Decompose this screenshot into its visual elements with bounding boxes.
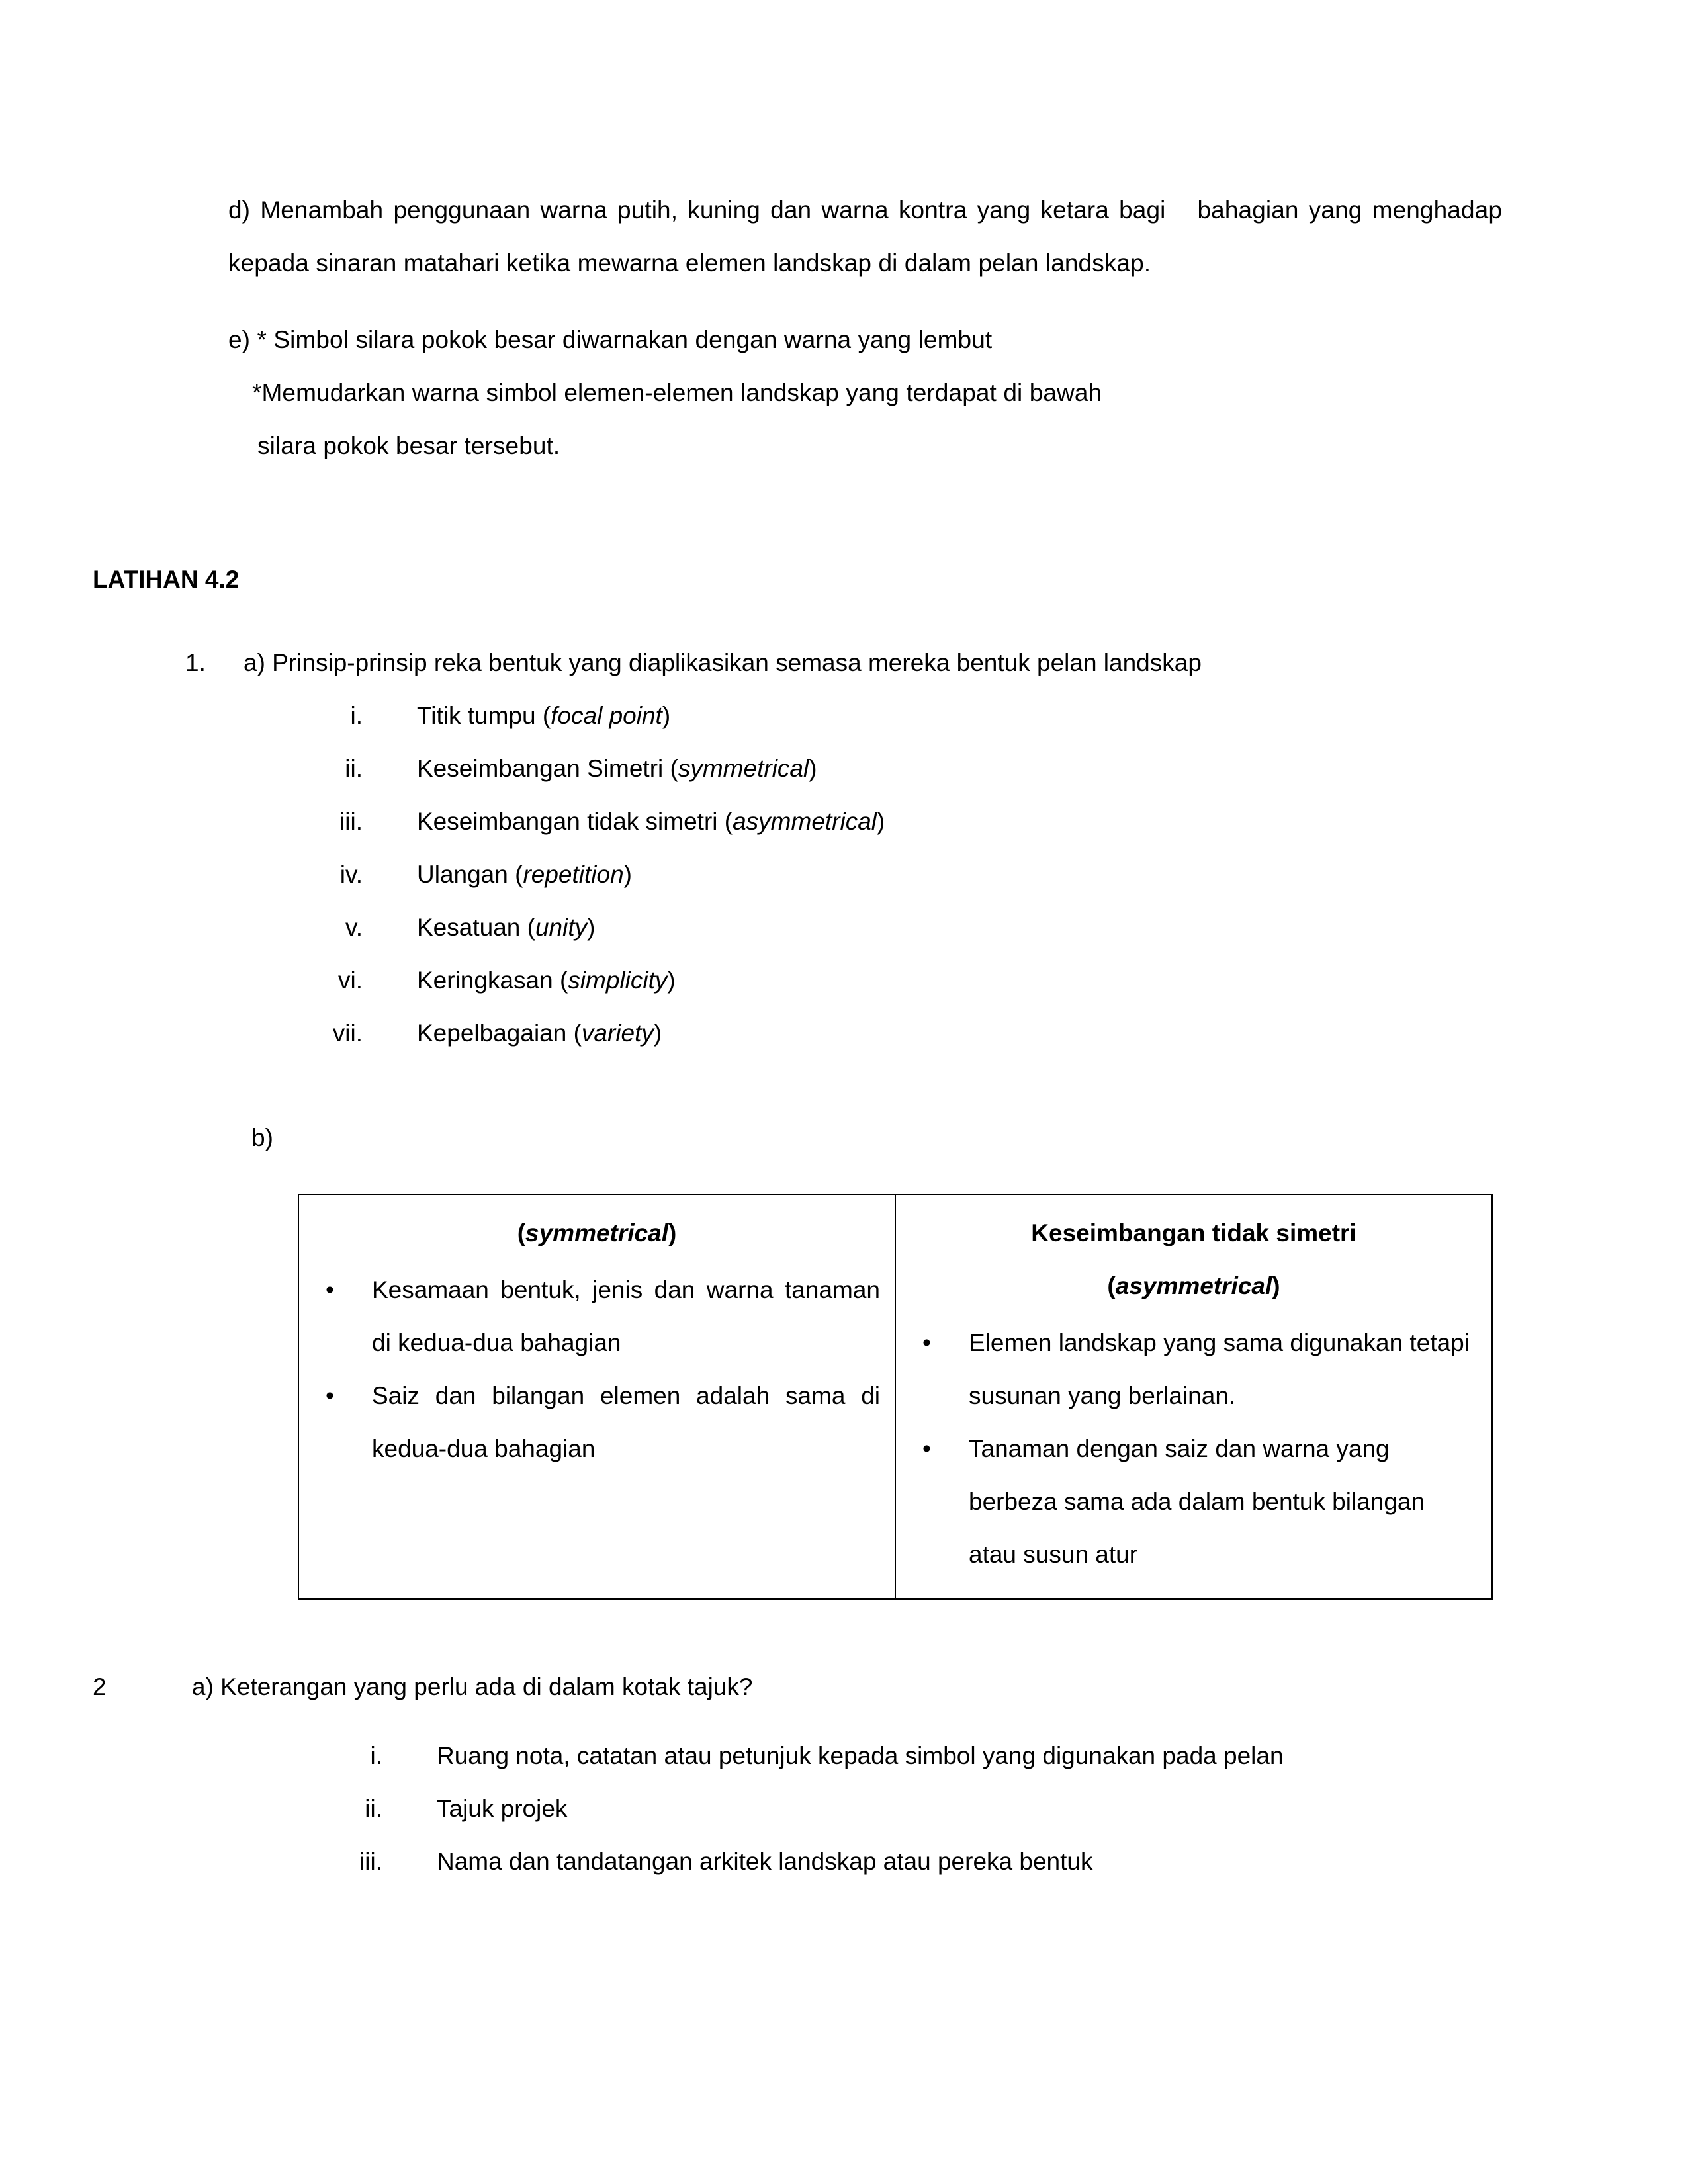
paren-open: ( <box>517 1219 526 1246</box>
question-1-answer-list <box>285 689 1502 1060</box>
list-item-label: Tanaman dengan saiz dan warna yang berbeza sama ada dalam bentuk bilangan atau susun atur <box>969 1435 1425 1568</box>
question-1-number: 1. <box>185 649 206 676</box>
list-item-numeral: vi. <box>338 967 363 994</box>
list-item-numeral: iv. <box>339 861 363 888</box>
cell-content-asymmetrical <box>896 1195 1491 1598</box>
question-1 <box>185 636 1502 689</box>
list-item-close: ) <box>809 755 817 782</box>
paragraph-d-prefix: d) Menambah penggunaan warna putih, kuning dan warna kontra yang ketara bagi <box>228 197 1166 224</box>
question-1-answer-list-wrap <box>285 689 1502 1060</box>
paragraph-d <box>228 184 1502 290</box>
list-item-label: Keseimbangan tidak simetri ( <box>417 808 733 835</box>
list-item <box>304 1835 1502 1888</box>
list-item <box>285 795 1502 848</box>
comparison-table-wrap <box>298 1194 1489 1600</box>
term-symmetrical: symmetrical <box>525 1219 668 1246</box>
list-item-label: Saiz dan bilangan elemen adalah sama di kedua-dua bahagian <box>372 1382 880 1462</box>
comparison-table <box>298 1194 1493 1600</box>
list-item-close: ) <box>667 967 676 994</box>
list-item-italic: unity <box>535 914 588 941</box>
block-e-line-2: *Memudarkan warna simbol elemen-elemen landskap yang terdapat di bawah <box>252 379 1102 406</box>
cell-content-symmetrical <box>299 1195 895 1493</box>
list-item-label: Ruang nota, catatan atau petunjuk kepada simbol yang digunakan pada pelan <box>437 1742 1284 1769</box>
block-e-line-3: silara pokok besar tersebut. <box>257 432 560 459</box>
question-2-text: a) Keterangan yang perlu ada di dalam kotak tajuk? <box>192 1673 753 1700</box>
paragraph-d-suffix: bahagian yang menghadap kepada sinaran matahari ketika mewarna elemen landskap di dalam pelan landskap. <box>228 197 1502 277</box>
paren-open: ( <box>1107 1272 1116 1299</box>
list-item <box>285 901 1502 954</box>
list-item-numeral: ii. <box>345 755 363 782</box>
list-item <box>314 1370 880 1475</box>
list-item-italic: variety <box>581 1020 654 1047</box>
list-item <box>285 1007 1502 1060</box>
list-item <box>911 1422 1477 1581</box>
list-item-label: Tajuk projek <box>437 1795 568 1822</box>
list-item-label: Titik tumpu ( <box>417 702 551 729</box>
list-item-label: Nama dan tandatangan arkitek landskap atau pereka bentuk <box>437 1848 1093 1875</box>
list-item <box>285 742 1502 795</box>
list-item-italic: simplicity <box>568 967 668 994</box>
list-item-numeral: iii. <box>339 808 363 835</box>
list-item-close: ) <box>587 914 596 941</box>
list-item-numeral: i. <box>350 702 363 729</box>
list-item <box>304 1729 1502 1782</box>
list-item-label: Kesatuan ( <box>417 914 535 941</box>
section-heading: LATIHAN 4.2 <box>93 566 240 593</box>
list-item-close: ) <box>877 808 885 835</box>
list-item-close: ) <box>653 1020 662 1047</box>
list-item-label: Elemen landskap yang sama digunakan tetapi susunan yang berlainan. <box>969 1329 1470 1409</box>
block-e <box>228 314 1502 472</box>
list-item-italic: repetition <box>523 861 624 888</box>
question-1-part-b-label: b) <box>251 1124 273 1151</box>
list-item <box>911 1317 1477 1422</box>
paren-close: ) <box>1272 1272 1280 1299</box>
list-item-label: Kesamaan bentuk, jenis dan warna tanaman di kedua-dua bahagian <box>372 1276 880 1356</box>
paren-close: ) <box>668 1219 677 1246</box>
table-header-asymmetrical-line1: Keseimbangan tidak simetri <box>1031 1219 1356 1246</box>
bullet-icon: • <box>326 1276 334 1303</box>
list-item-italic: focal point <box>551 702 662 729</box>
list-item-numeral: v. <box>345 914 363 941</box>
list-item-close: ) <box>662 702 671 729</box>
list-item-italic: asymmetrical <box>733 808 877 835</box>
table-cell-asymmetrical <box>895 1194 1492 1599</box>
bullet-icon: • <box>922 1435 931 1462</box>
list-item <box>304 1782 1502 1835</box>
document-body <box>93 184 1502 1888</box>
list-item-numeral: vii. <box>332 1020 363 1047</box>
list-item-label: Ulangan ( <box>417 861 523 888</box>
bullet-list-symmetrical <box>314 1264 880 1475</box>
bullet-icon: • <box>326 1382 334 1409</box>
list-item-label: Keringkasan ( <box>417 967 568 994</box>
list-item <box>285 848 1502 901</box>
list-item-italic: symmetrical <box>678 755 809 782</box>
bullet-icon: • <box>922 1329 931 1356</box>
question-2-number: 2 <box>93 1673 107 1700</box>
question-1-text: a) Prinsip-prinsip reka bentuk yang diaplikasikan semasa mereka bentuk pelan landskap <box>244 649 1202 676</box>
list-item <box>314 1264 880 1370</box>
bullet-list-asymmetrical <box>911 1317 1477 1581</box>
list-item-close: ) <box>623 861 632 888</box>
table-row <box>298 1194 1492 1599</box>
question-2 <box>93 1661 1502 1714</box>
table-header-asymmetrical-line2 <box>911 1260 1477 1313</box>
table-header-symmetrical-line2 <box>314 1207 880 1260</box>
list-item-numeral: iii. <box>359 1848 382 1875</box>
list-item-label: Keseimbangan Simetri ( <box>417 755 678 782</box>
question-2-answer-list <box>304 1729 1502 1888</box>
list-item <box>285 954 1502 1007</box>
question-2-answer-list-wrap <box>304 1729 1502 1888</box>
list-item <box>285 689 1502 742</box>
table-cell-symmetrical <box>298 1194 895 1599</box>
term-asymmetrical: asymmetrical <box>1115 1272 1272 1299</box>
list-item-numeral: ii. <box>365 1795 382 1822</box>
list-item-numeral: i. <box>370 1742 382 1769</box>
block-e-line-1: e) * Simbol silara pokok besar diwarnakan dengan warna yang lembut <box>228 326 993 353</box>
list-item-label: Kepelbagaian ( <box>417 1020 582 1047</box>
